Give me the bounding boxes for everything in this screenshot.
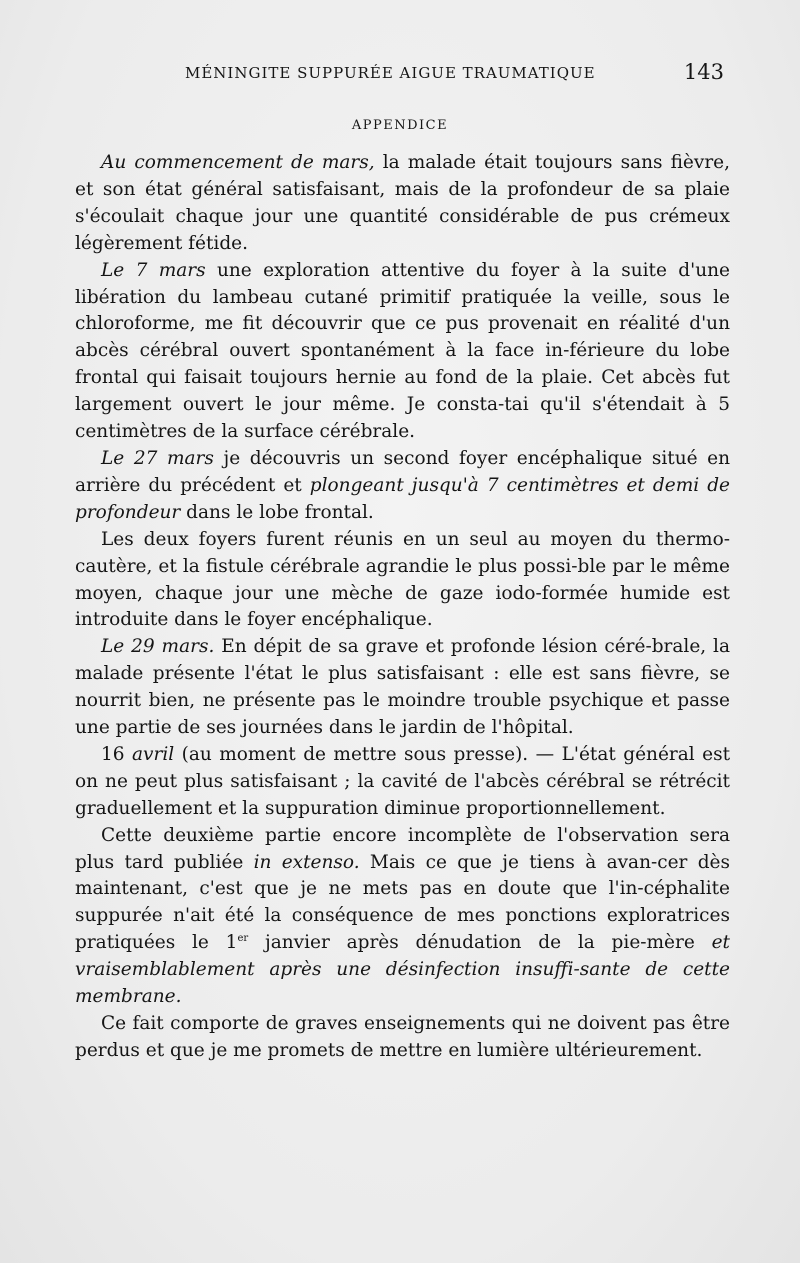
page-number: 143 (683, 60, 724, 84)
paragraph-8 (75, 1011, 730, 1065)
paragraph-1 (75, 150, 730, 258)
body-text (75, 150, 730, 1065)
paragraph-emphasis: et vraisemblablement après une désinfection insuffi-sante de cette membrane. (75, 932, 730, 1008)
paragraph-lead: Le 29 mars. (101, 636, 215, 658)
paragraph-text: Les deux foyers furent réunis en un seul au moyen du thermo-cautère, et la fistule cérébrale agrandie le plus possi-ble par le même moyen, chaque jour une mèche de gaze iodo-formée humide est introduite dans le foyer encéphalique. (75, 528, 730, 631)
paragraph-text: une exploration attentive du foyer à la suite d'une libération du lambeau cutané primitif pratiquée la veille, sous le chloroforme, me fit découvrir que ce pus provenait en réalité d'un abcès cérébral ouvert spontanément à la face in-férieure du lobe frontal qui faisait toujours hernie au fond de la plaie. Cet abcès fut largement ouvert le jour même. Je consta-tai qu'il s'étendait à 5 centimètres de la surface cérébrale. (75, 259, 730, 443)
paragraph-5 (75, 634, 730, 742)
paragraph-text: dans le lobe frontal. (180, 501, 374, 523)
running-title: MÉNINGITE SUPPURÉE AIGUE TRAUMATIQUE (185, 64, 596, 82)
paragraph-3 (75, 446, 730, 527)
paragraph-text: la malade était toujours sans fièvre, et son état général satisfaisant, mais de la profondeur de sa plaie s'écoulait chaque jour une quantité considérable de pus crémeux légèrement fétide. (75, 152, 730, 254)
paragraph-lead: Le 27 mars (101, 447, 214, 469)
paragraph-4 (75, 527, 730, 635)
running-head (75, 62, 730, 86)
paragraph-text: (au moment de mettre sous presse). — L'état général est on ne peut plus satisfaisant ; la cavité de l'abcès cérébral se rétrécit graduellement et la suppuration diminue proportionnellement. (75, 743, 731, 819)
paragraph-lead-number: 16 (101, 743, 132, 765)
paragraph-text: En dépit de sa grave et profonde lésion céré-brale, la malade présente l'état le plus satisfaisant : elle est sans fièvre, se nourrit bien, ne présente pas le moindre trouble psychique et passe une partie de ses journées dans le jardin de l'hôpital. (75, 636, 731, 739)
paragraph-emphasis: plongeant jusqu'à 7 centimètres et demi de profondeur (75, 474, 730, 523)
paragraph-lead: Le 7 mars (101, 259, 206, 281)
paragraph-text: Cette deuxième partie encore incomplète de l'observation sera plus tard publiée (75, 824, 730, 873)
paragraph-lead: Au commencement de mars, (101, 152, 375, 173)
superscript: er (237, 933, 249, 945)
section-label: APPENDICE (351, 118, 449, 133)
paragraph-text: Ce fait comporte de graves enseignements qui ne doivent pas être perdus et que je me promets de mettre en lumière ultérieurement. (75, 1013, 730, 1061)
paragraph-7 (75, 823, 730, 1011)
paragraph-6 (75, 742, 730, 823)
paragraph-text: Mais ce que je tiens à avan-cer dès maintenant, c'est que je ne mets pas en doute que l'in-céphalite suppurée n'ait été la conséquence de mes ponctions exploratrices pratiquées le 1 (75, 851, 730, 954)
paragraph-lead: avril (132, 743, 175, 765)
paragraph-text: je découvris un second foyer encéphalique situé en arrière du précédent et (75, 447, 731, 496)
paragraph-text: janvier après dénudation de la pie-mère (248, 932, 712, 954)
paragraph-2 (75, 258, 730, 446)
paragraph-emphasis: in extenso. (253, 851, 360, 873)
